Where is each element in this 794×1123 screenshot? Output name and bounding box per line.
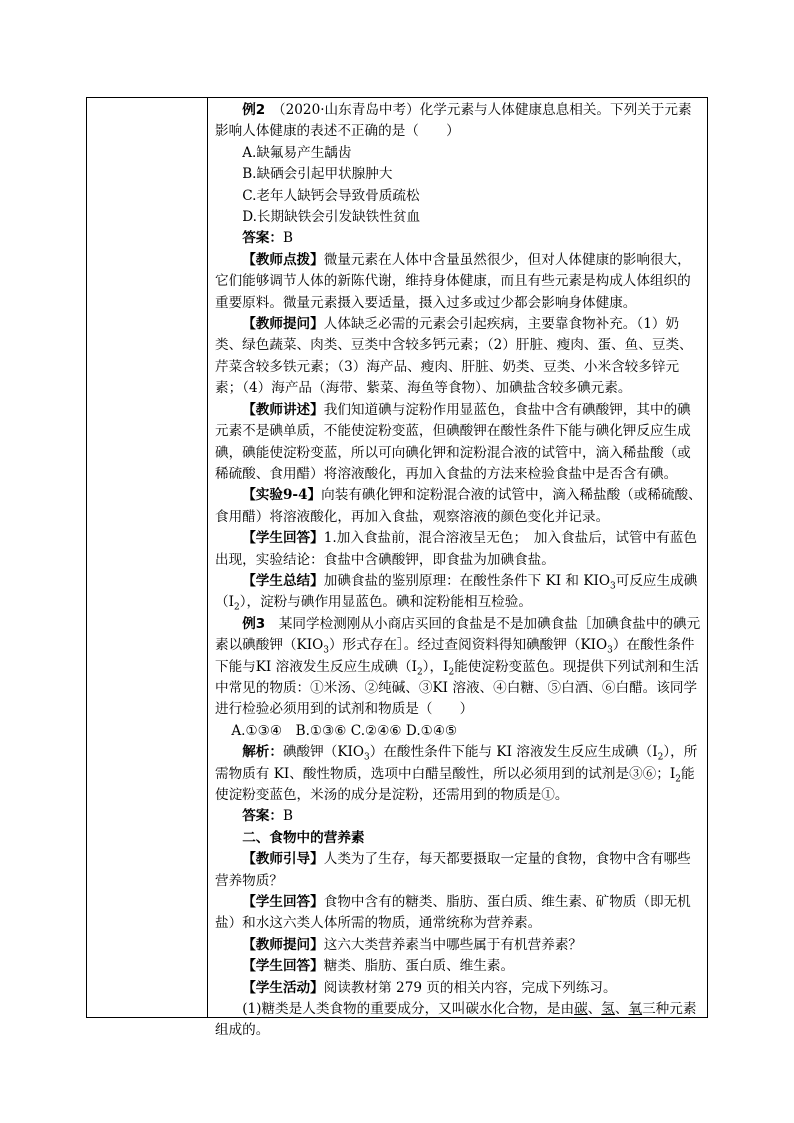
experiment-9-4 [215, 485, 703, 528]
text-run: 能使淀粉变蓝色，米汤的成分是淀粉，还需用到的物质是①。 [215, 765, 695, 803]
paragraph-text: 这六大类营养素当中哪些属于有机营养素？ [323, 936, 583, 953]
section-label: 【教师点拨】 [242, 251, 324, 268]
subscript: 3 [364, 752, 370, 763]
example-text: （2020·山东青岛中考）化学元素与人体健康息息相关。下列关于元素影响人体健康的表述不正确的是（ ） [215, 102, 692, 140]
option-b: B.缺硒会引起甲状腺肿大 [242, 166, 393, 183]
section-heading: 二、食物中的营养素 [242, 829, 365, 846]
paragraph-text: 1.加入食盐前，混合溶液呈无色； 加入食盐后，试管中有蓝色出现，实验结论：食盐中含碘酸钾，即食盐为加碘食盐。 [215, 530, 697, 568]
section-label: 【学生活动】 [242, 979, 324, 996]
paragraph-text: 阅读教材第 279 页的相关内容，完成下列练习。 [323, 979, 617, 996]
answer-value: B [282, 230, 293, 247]
answer-label: 答案： [242, 808, 283, 825]
text-run: ）在酸性条件下能与KI 溶液发生反应生成碘（I [215, 637, 695, 675]
text-run: ），所需物质有 KI、酸性物质，选项中白醋呈酸性，所以必须用到的试剂是③⑥；I [215, 744, 698, 782]
subscript: 3 [607, 645, 613, 656]
section-label: 【教师讲述】 [242, 401, 324, 418]
text-run: 、 [614, 1001, 629, 1018]
paragraph-text: 人体缺乏必需的元素会引起疾病，主要靠食物补充。（1）奶类、绿色蔬菜、肉类、豆类中含较多钙元素；（2）肝脏、瘦肉、蛋、鱼、豆类、芹菜含较多铁元素；（3）海产品、瘦肉、肝脏、奶类、豆类、小米含较多锌元素；（4）海产品（海带、紫菜、海鱼等食物）、加碘盐含较多碘元素。 [215, 316, 693, 397]
paragraph-text: 我们知道碘与淀粉作用显蓝色，食盐中含有碘酸钾，其中的碘元素不是碘单质，不能使淀粉变蓝，但碘酸钾在酸性条件下能与碘化钾反应生成碘，碘能使淀粉变蓝，所以可向碘化钾和淀粉混合液的试管中，滴入稀盐酸（或稀硫酸、食用醋）将溶液酸化，再加入食盐的方法来检验食盐中是否含有碘。 [215, 401, 691, 482]
student-answer-3 [215, 956, 703, 977]
example-label: 例3 [242, 615, 266, 632]
subscript: 2 [657, 752, 664, 763]
subscript: 3 [610, 581, 616, 592]
teacher-question-1 [215, 314, 703, 400]
text-run: 碘酸钾（KIO [282, 744, 365, 761]
column-divider [207, 98, 208, 1017]
example-3-options: A.①③④ B.①③⑥ C.②④⑥ D.①④⑤ [231, 722, 458, 739]
text-run: ），I [422, 658, 449, 675]
teacher-tip [215, 250, 703, 314]
subscript: 2 [416, 667, 423, 678]
teacher-lecture [215, 400, 703, 486]
lesson-content-cell [215, 100, 703, 1042]
example-2-answer [215, 228, 703, 249]
section-label: 【学生总结】 [242, 572, 324, 589]
student-answer-1 [215, 528, 703, 571]
subscript: 3 [323, 645, 329, 656]
example-3-stem [215, 614, 703, 721]
paragraph-text: 微量元素在人体中含量虽然很少，但对人体健康的影响很大，它们能够调节人体的新陈代谢，维持身体健康，而且有些元素是构成人体组织的重要原料。微量元素摄入要适量，摄入过多或过少都会影响身体健康。 [215, 251, 691, 311]
paragraph-text: 向装有碘化钾和淀粉混合液的试管中，滴入稀盐酸（或稀硫酸、食用醋）将溶液酸化，再加入食盐，观察溶液的颜色变化并记录。 [215, 487, 702, 525]
student-answer-2 [215, 892, 703, 935]
blank-answer: 氧 [628, 1001, 643, 1018]
section-label: 【实验9-4】 [242, 487, 322, 504]
example-3-answer [215, 806, 703, 827]
section-label: 【学生回答】 [242, 894, 324, 911]
text-run: 可反应生成碘（I [215, 572, 698, 611]
example-2-stem [215, 100, 703, 143]
text-run: 、 [587, 1001, 602, 1018]
text-run: 某同学检测刚从小商店买回的食盐是不是加碘食盐［加碘食盐中的碘元素以碘酸钾（KIO [215, 615, 701, 654]
teacher-guide [215, 849, 703, 892]
paragraph-text: 食物中含有的糖类、脂肪、蛋白质、维生素、矿物质（即无机盐）和水这六类人体所需的物质，通常统称为营养素。 [215, 894, 691, 932]
subscript: 2 [448, 667, 455, 678]
subscript: 2 [233, 603, 240, 614]
section-label: 【教师提问】 [242, 936, 324, 953]
lesson-table [86, 97, 708, 1039]
analysis-label: 解析： [242, 744, 283, 761]
exercise-1 [215, 999, 703, 1042]
option-c: C.老年人缺钙会导致骨质疏松 [242, 187, 420, 204]
section-label: 【学生回答】 [242, 958, 324, 975]
student-activity [215, 978, 703, 999]
text-run: 能使淀粉变蓝色。现提供下列试剂和生活中常见的物质：①米汤、②纯碱、③KI 溶液、④白糖、⑤白酒、⑥白醋。该同学进行检验必须用到的试剂和物质是（ ） [215, 658, 699, 718]
text-run: (1)糖类是人类食物的重要成分，又叫碳水化合物，是由 [242, 1001, 575, 1018]
option-d: D.长期缺铁会引发缺铁性贫血 [242, 209, 421, 226]
answer-value: B [282, 808, 293, 825]
text-run: ），淀粉与碘作用显蓝色。碘和淀粉能相互检验。 [239, 594, 532, 611]
section-label: 【教师提问】 [242, 316, 324, 333]
paragraph-text: 人类为了生存，每天都要摄取一定量的食物，食物中含有哪些营养物质？ [215, 851, 691, 889]
teacher-question-2 [215, 935, 703, 956]
section-label: 【教师引导】 [242, 851, 324, 868]
example-label: 例2 [242, 102, 266, 118]
text-run: ）在酸性条件下能与 KI 溶液发生反应生成碘（I [369, 744, 658, 761]
subscript: 2 [675, 774, 681, 785]
text-run: 三种元素组成的。 [215, 1001, 697, 1039]
paragraph-text: 糖类、脂肪、蛋白质、维生素。 [323, 958, 515, 975]
example-3-analysis [215, 742, 703, 806]
answer-label: 答案： [242, 230, 283, 247]
blank-answer: 氢 [601, 1001, 615, 1018]
text-run: 加碘食盐的鉴别原理：在酸性条件下 KI 和 KIO [323, 572, 611, 589]
section-label: 【学生回答】 [242, 530, 324, 547]
blank-answer: 碳 [574, 1001, 588, 1018]
option-a: A.缺氟易产生龋齿 [242, 144, 352, 161]
student-summary [215, 571, 703, 614]
text-run: ）形式存在］。经过查阅资料得知碘酸钾（KIO [328, 637, 608, 654]
